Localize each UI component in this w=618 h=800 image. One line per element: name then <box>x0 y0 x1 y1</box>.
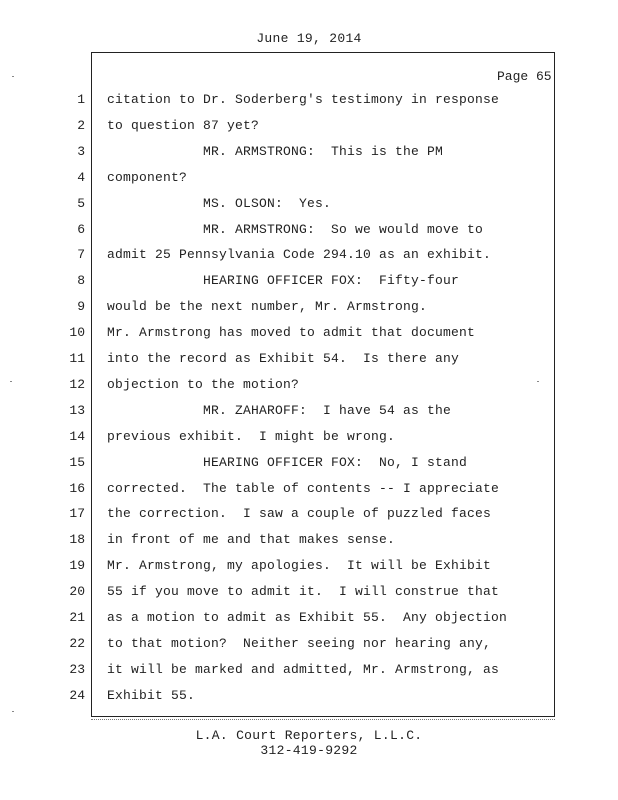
transcript-line-text: Exhibit 55. <box>107 688 196 703</box>
transcript-line-text: objection to the motion? <box>107 377 300 392</box>
transcript-line-text: 55 if you move to admit it. I will construe that <box>107 584 500 599</box>
transcript-line-text: citation to Dr. Soderberg's testimony in response <box>107 92 500 107</box>
transcript-line-text: Mr. Armstrong has moved to admit that document <box>107 325 476 340</box>
line-number: 8 <box>77 273 85 288</box>
line-number: 6 <box>77 222 85 237</box>
line-number: 24 <box>69 688 85 703</box>
line-number: 9 <box>77 299 85 314</box>
transcript-line-text: corrected. The table of contents -- I appreciate <box>107 481 500 496</box>
transcript-line-text: as a motion to admit as Exhibit 55. Any objection <box>107 610 508 625</box>
footer-phone: 312-419-9292 <box>260 743 358 758</box>
line-number: 3 <box>77 144 85 159</box>
transcript-line-text: MS. OLSON: Yes. <box>107 196 332 211</box>
transcript-line-text: the correction. I saw a couple of puzzled faces <box>107 506 492 521</box>
transcript-line-text: previous exhibit. I might be wrong. <box>107 429 396 444</box>
line-number: 5 <box>77 196 85 211</box>
page-number-label: Page 65 <box>497 69 552 84</box>
line-number: 21 <box>69 610 85 625</box>
scan-speck <box>537 381 539 382</box>
transcript-line-text: MR. ARMSTRONG: So we would move to <box>107 222 484 237</box>
scan-speck <box>10 381 12 382</box>
line-number: 20 <box>69 584 85 599</box>
line-number: 10 <box>69 325 85 340</box>
line-number: 1 <box>77 92 85 107</box>
transcript-line-text: component? <box>107 170 188 185</box>
line-number: 22 <box>69 636 85 651</box>
transcript-line-text: HEARING OFFICER FOX: Fifty-four <box>107 273 460 288</box>
transcript-line-text: into the record as Exhibit 54. Is there any <box>107 351 460 366</box>
transcript-line-text: would be the next number, Mr. Armstrong. <box>107 299 428 314</box>
line-number: 2 <box>77 118 85 133</box>
transcript-line-text: MR. ZAHAROFF: I have 54 as the <box>107 403 452 418</box>
line-number: 16 <box>69 481 85 496</box>
transcript-line-text: in front of me and that makes sense. <box>107 532 396 547</box>
line-number: 19 <box>69 558 85 573</box>
line-number: 17 <box>69 506 85 521</box>
line-number: 23 <box>69 662 85 677</box>
scan-speck <box>12 711 14 712</box>
scan-speck <box>12 76 14 77</box>
transcript-line-text: MR. ARMSTRONG: This is the PM <box>107 144 444 159</box>
line-number: 15 <box>69 455 85 470</box>
line-number: 4 <box>77 170 85 185</box>
page-date-header: June 19, 2014 <box>256 31 362 46</box>
transcript-line-text: HEARING OFFICER FOX: No, I stand <box>107 455 468 470</box>
line-number: 14 <box>69 429 85 444</box>
transcript-line-text: it will be marked and admitted, Mr. Armstrong, as <box>107 662 500 677</box>
line-number: 13 <box>69 403 85 418</box>
transcript-line-text: to question 87 yet? <box>107 118 260 133</box>
footer-company: L.A. Court Reporters, L.L.C. <box>195 728 423 743</box>
transcript-line-text: admit 25 Pennsylvania Code 294.10 as an exhibit. <box>107 247 492 262</box>
frame-bottom-dotted-rule <box>91 719 555 722</box>
line-number: 11 <box>69 351 85 366</box>
line-number: 12 <box>69 377 85 392</box>
transcript-line-text: to that motion? Neither seeing nor hearing any, <box>107 636 492 651</box>
line-number: 7 <box>77 247 85 262</box>
transcript-line-text: Mr. Armstrong, my apologies. It will be Exhibit <box>107 558 492 573</box>
line-number: 18 <box>69 532 85 547</box>
